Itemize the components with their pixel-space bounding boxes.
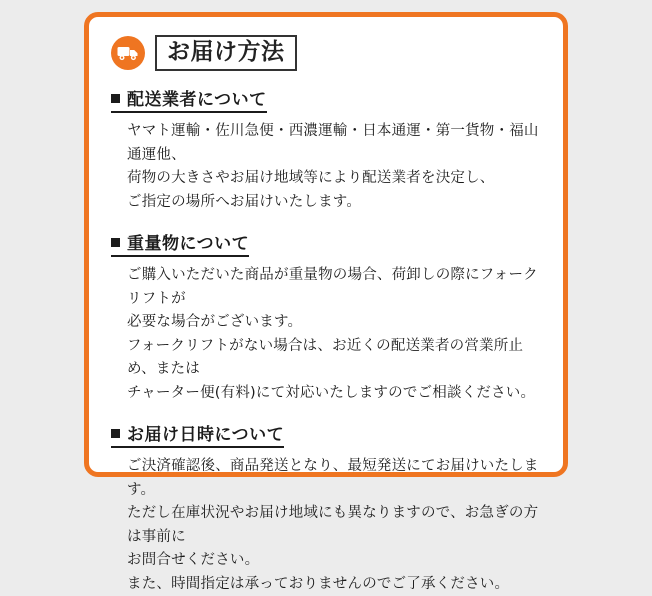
section-body (111, 120, 541, 214)
square-bullet-icon (111, 429, 120, 438)
section-heading-label: お届け日時について (127, 425, 285, 446)
section-heading (111, 85, 267, 113)
section-heading (111, 229, 249, 257)
body-line: フォークリフトがない場合は、お近くの配送業者の営業所止め、または (127, 337, 524, 378)
card-header (111, 35, 541, 71)
body-line: ヤマト運輸・佐川急便・西濃運輸・日本通運・第一貨物・福山通運他、 (127, 123, 539, 163)
section-heading (111, 420, 284, 448)
body-line: 荷物の大きさやお届け地域等により配送業者を決定し、 (127, 170, 495, 187)
body-line: 必要な場合がございます。 (127, 314, 303, 331)
body-line: ただし在庫状況やお届け地域にも異なりますので、お急ぎの方は事前に (127, 505, 539, 545)
body-line: お問合せください。 (127, 552, 260, 569)
section-body (111, 455, 541, 596)
delivery-info-card (84, 12, 568, 592)
page-title: お届け方法 (155, 35, 297, 71)
body-line: ご指定の場所へお届けいたします。 (127, 193, 362, 210)
section-shipping-carrier (111, 85, 541, 214)
section-heavy-items (111, 229, 541, 405)
section-heading-label: 配送業者について (127, 90, 267, 111)
card-content (89, 17, 563, 592)
body-line: ご決済確認後、商品発送となり、最短発送にてお届けいたします。 (127, 458, 539, 498)
section-heading-label: 重量物について (127, 234, 250, 255)
delivery-truck-icon (111, 36, 145, 70)
section-body (111, 264, 541, 405)
body-line: また、時間指定は承っておりませんのでご了承ください。 (127, 575, 510, 592)
section-delivery-datetime (111, 420, 541, 596)
body-line: ご購入いただいた商品が重量物の場合、荷卸しの際にフォークリフトが (127, 267, 538, 307)
square-bullet-icon (111, 94, 120, 103)
square-bullet-icon (111, 238, 120, 247)
body-line: チャーター便(有料)にて対応いたしますのでご相談ください。 (127, 384, 536, 401)
